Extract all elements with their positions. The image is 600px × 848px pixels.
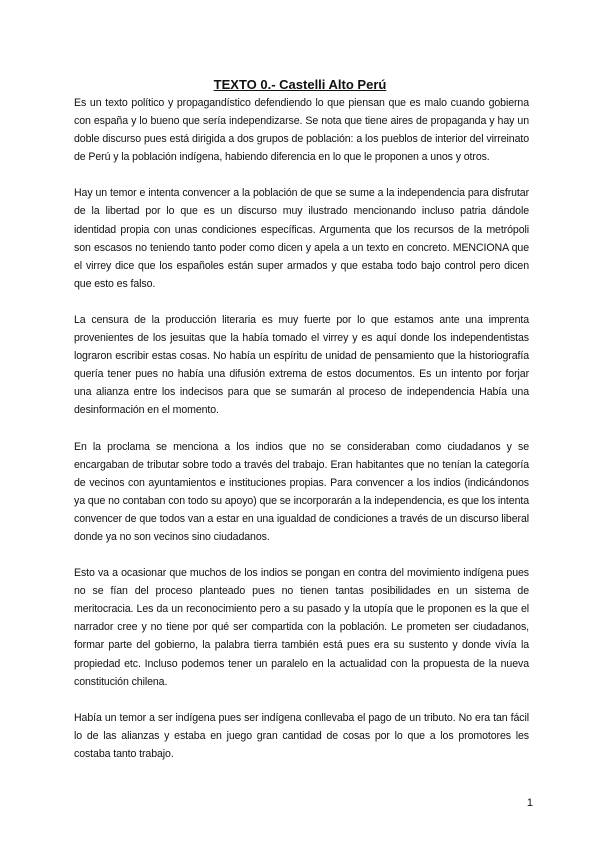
paragraph-4: En la proclama se menciona a los indios que no se consideraban como ciudadanos y se encargaban de tributar sobre todo a través del trabajo. Eran habitantes que no tenían la categoría de vecinos con ayuntamientos e instituciones propias. Para convencer a los indios (indicándonos ya que no contaban con todo su apoyo) que se incorporarán a la independencia, es que los intenta convencer de que todos van a estar en una igualdad de condiciones a través de un discurso liberal donde ya no son vecinos sino ciudadanos. [74, 440, 529, 543]
paragraph-3: La censura de la producción literaria es muy fuerte por lo que estamos ante una imprenta provenientes de los jesuitas que la había tomado el virrey y es aquí donde los independentistas lograron escribir estas cosas. No había un espíritu de unidad de pensamiento que la historiografía quería tener pues no había una difusión extrema de estos documentos. Es un intento por forjar una alianza entre los indecisos para que se sumarán al proceso de independencia Había una desinformación en el momento. [74, 313, 529, 417]
paragraph-2: Hay un temor e intenta convencer a la población de que se sume a la independencia para disfrutar de la libertad por lo que es un discurso muy ilustrado mencionando incluso patria dándole identidad propia con unas condiciones específicas. Argumenta que los recursos de la metrópoli son escasos no teniendo tanto poder como dicen y apela a un texto en concreto. MENCIONA que el virrey dice que los españoles están super armados y que estaba todo bajo control pero dicen que esto es falso. [74, 187, 529, 290]
page-title: TEXTO 0.- Castelli Alto Perú [213, 77, 387, 92]
paragraph-6: Había un temor a ser indígena pues ser indígena conllevaba el pago de un tributo. No era tan fácil lo de las alianzas y estaba en juego gran cantidad de cosas por lo que a los promotores les costaba tanto trabajo. [74, 711, 529, 760]
paragraph-1: Es un texto político y propagandístico defendiendo lo que piensan que es malo cuando gobierna con españa y lo bueno que sería independizarse. Se nota que tiene aires de propaganda y hay un doble discurso pues está dirigida a dos grupos de población: a los pueblos de interior del virreinato de Perú y la población indígena, habiendo diferencia en lo que le proponen a unos y otros. [74, 97, 529, 164]
document-body [74, 94, 529, 781]
paragraph-5: Esto va a ocasionar que muchos de los indios se pongan en contra del movimiento indígena pues no se fían del proceso planteado pues no tienen tantas posibilidades en un sistema de meritocracia. Les da un reconocimiento pero a su pasado y la utopía que le proponen es la que el narrador cree y no tiene por qué ser compartida con la población. Le prometen ser ciudadanos, formar parte del gobierno, la palabra tierra también está pues era su sustento y donde vivía la propiedad etc. Incluso podemos tener un paralelo en la actualidad con la propuesta de la nueva constitución chilena. [74, 567, 529, 688]
page-number: 1 [526, 797, 533, 809]
